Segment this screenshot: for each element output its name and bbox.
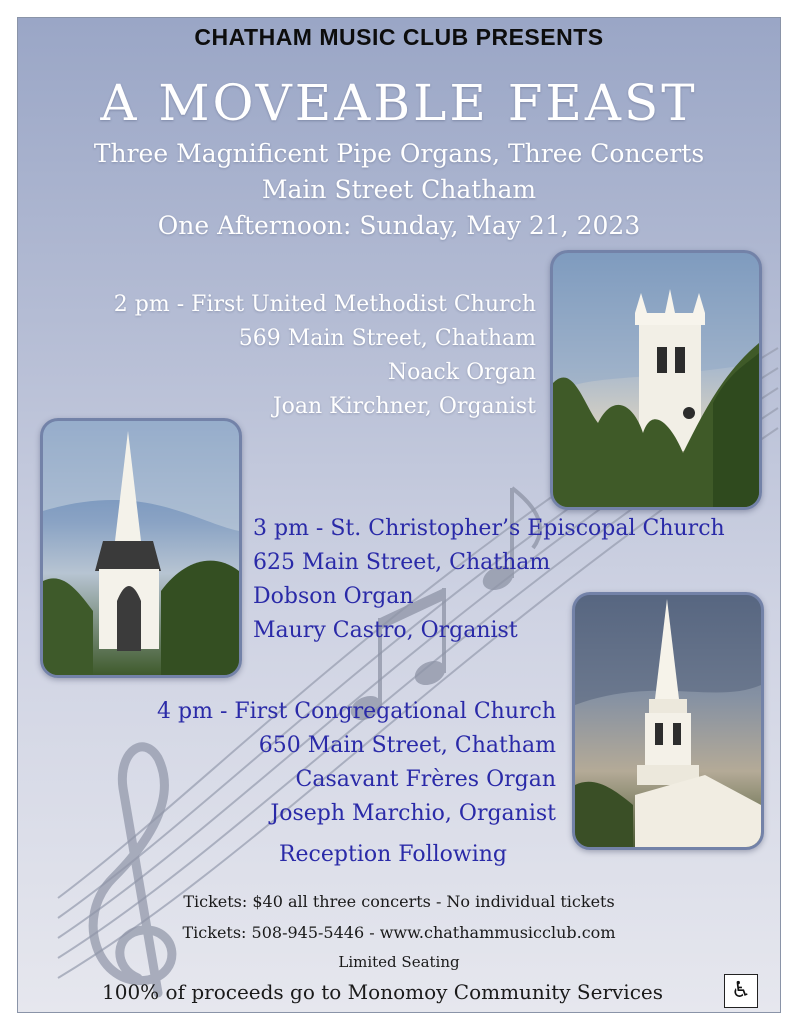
concert-2-address: 625 Main Street, Chatham bbox=[253, 550, 551, 575]
proceeds-note: 100% of proceeds go to Monomoy Community Services bbox=[102, 980, 663, 1004]
methodist-church-photo bbox=[550, 250, 762, 510]
concert-2-details bbox=[253, 512, 725, 648]
presenter-heading: CHATHAM MUSIC CLUB PRESENTS bbox=[194, 24, 604, 50]
concert-3-details bbox=[157, 695, 556, 831]
ticket-price: Tickets: $40 all three concerts - No individual tickets bbox=[183, 892, 615, 911]
limited-seating-note: Limited Seating bbox=[338, 953, 460, 971]
concert-1-organist: Joan Kirchner, Organist bbox=[272, 394, 536, 419]
episcopal-church-photo bbox=[40, 418, 242, 678]
event-subtitle: Three Magnificent Pipe Organs, Three Concerts bbox=[93, 139, 705, 168]
concert-3-address: 650 Main Street, Chatham bbox=[258, 733, 556, 758]
concert-2-organist: Maury Castro, Organist bbox=[253, 618, 518, 643]
event-title: A MOVEABLE FEAST bbox=[100, 74, 698, 132]
concert-3-organ: Casavant Frères Organ bbox=[295, 767, 556, 792]
wheelchair-icon: ♿ bbox=[724, 974, 758, 1008]
concert-1-address: 569 Main Street, Chatham bbox=[238, 326, 536, 351]
concert-2-organ: Dobson Organ bbox=[253, 584, 414, 609]
event-date: One Afternoon: Sunday, May 21, 2023 bbox=[157, 211, 641, 240]
concert-3-time-venue: 4 pm - First Congregational Church bbox=[157, 699, 556, 724]
concert-1-details bbox=[114, 288, 536, 424]
concert-1-organ: Noack Organ bbox=[387, 360, 536, 385]
concert-1-time-venue: 2 pm - First United Methodist Church bbox=[113, 292, 536, 317]
concert-poster bbox=[17, 17, 781, 1013]
concert-2-time-venue: 3 pm - St. Christopher’s Episcopal Church bbox=[253, 516, 725, 541]
concert-3-organist: Joseph Marchio, Organist bbox=[270, 801, 556, 826]
reception-notice: Reception Following bbox=[278, 842, 508, 867]
event-location: Main Street Chatham bbox=[261, 175, 537, 204]
ticket-contact: Tickets: 508-945-5446 - www.chathammusicclub.com bbox=[182, 923, 616, 942]
